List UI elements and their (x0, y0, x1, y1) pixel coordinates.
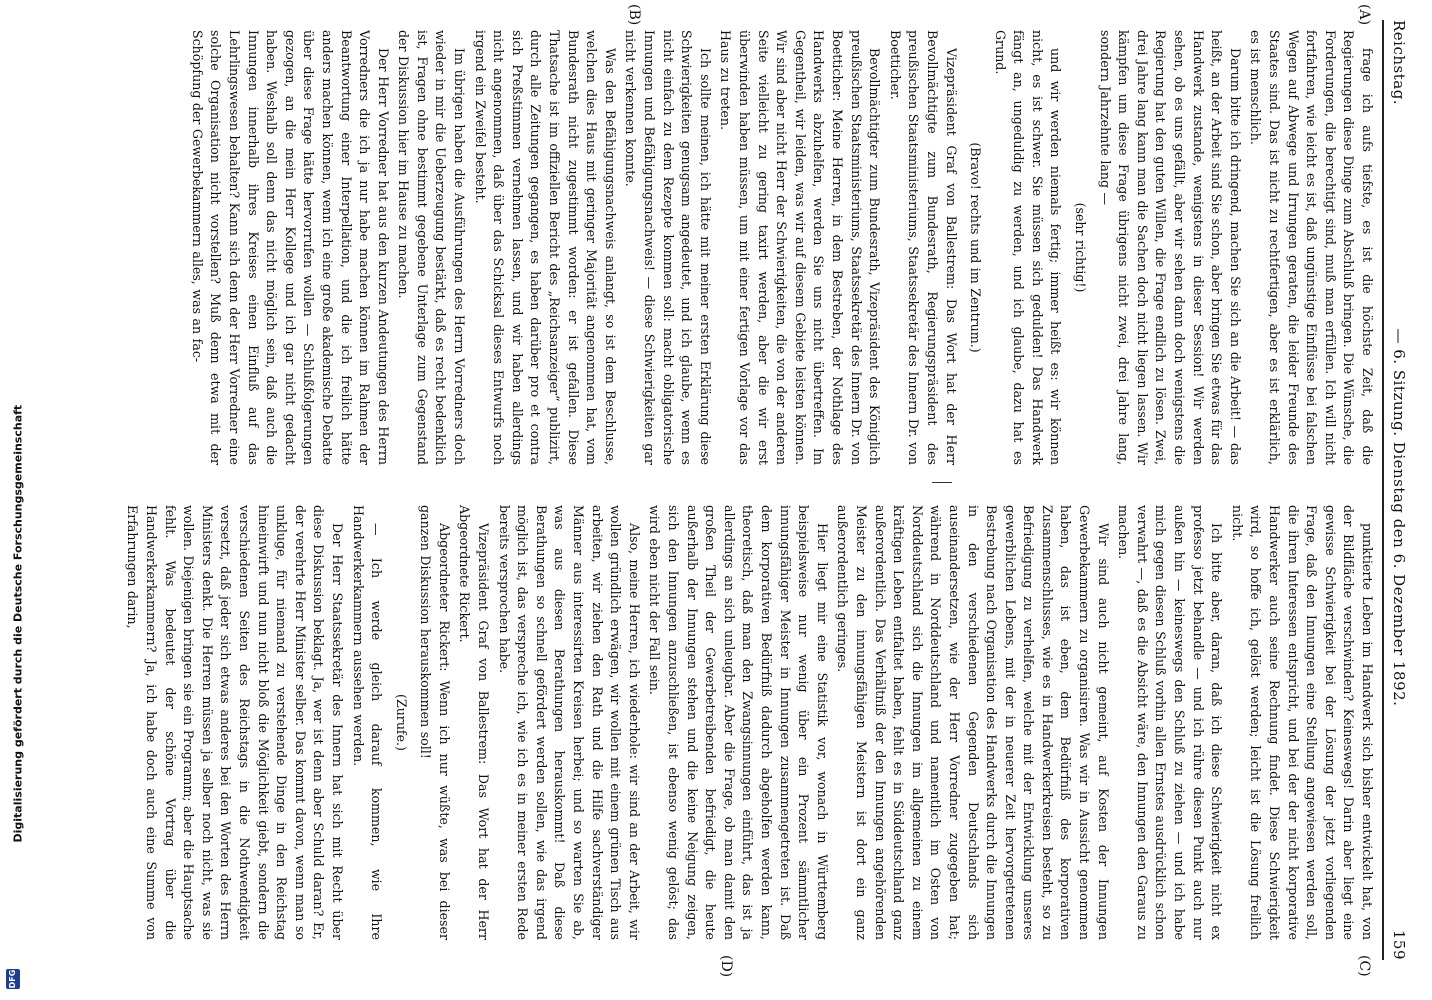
paragraph: Ich bitte aber, daran, daß ich diese Schwierigkeit nicht ex professo jetzt behandle — und ich rühre diesen Punkt auch nur außen hin — keineswegs den Schluß zu ziehen — und ich habe mich gegen diesen Schluß vorhin allen Ernstes ausdrücklich schon verwahrt —, daß es die Absicht wäre, den Innungen den Garaus zu machen. (1116, 505, 1225, 940)
speaker-paragraph: Vizepräsident Graf von Ballestrem: Das Wort hat der Herr Abgeordnete Rickert. (457, 505, 492, 940)
paragraph: Bevollmächtigter zum Bundesrath, Vizepräsident des Königlich preußischen Staatsministeriums, Staatssekretär des Innern Dr. von Boetticher: Meine Herren, in dem Bestreben, der Nothlage des Handwerks abzuhelfen, werden Sie uns nicht übertreffen. Im Gegentheil, wir leiden, was wir auf diesem Gebiete leisten können. Wir sind aber nicht Herr der Schwierigkeiten, die von der anderen Seite vielleicht zu gering taxirt werden, aber die wir erst überwinden haben müssen, um mit einer fertigen Vorlage vor das Haus zu treten. (718, 30, 883, 465)
header-center: — 6. Sitzung. Dienstag den 6. Dezember 1892. (1390, 328, 1408, 707)
paragraph: Hier liegt mir eine Statistik vor, wonach in Württemberg beispielsweise nur wenig über ein Prozent sämmtlicher innungsfähiger Meister in Innungen zusammengetreten ist. Daß dem korporativen Bedürfniß dadurch abgeholfen werden kann, theoretisch, daß man den Zwangsinnungen einführt, das ist ja allerdings an sich unleugbar. Aber die Frage, ob man damit den großen Theil der Gewerbetreibenden befriedigt, die heute außerhalb der Innungen stehen und die keine Neigung zeigen, sich den Innungen anzuschließen, ist ebenso wenig gelöst; das wird eben nicht der Fall sein. (647, 505, 830, 940)
paragraph: — Ich werde gleich darauf kommen, wie Ihre Handwerkerkammern aussehen werden. (350, 505, 385, 940)
header-rule (1382, 20, 1384, 960)
running-header (1388, 20, 1410, 960)
margin-mark-d: (D) (718, 955, 734, 978)
paragraph: Ich sollte meinen, ich hätte mit meiner ersten Erklärung diese Schwierigkeiten genugsam angedeutet, und ich glaube, wenn es nicht einfach zu dem Rezepte kommen soll: macht obligatorische Innungen und Befähigungsnachweis! — diese Schwierigkeiten gar nicht verkennen konnte. (623, 30, 713, 465)
interjection: (sehr richtig!) (1073, 202, 1089, 293)
page-number: 159 (1390, 929, 1408, 960)
right-column (31, 505, 1376, 940)
column-divider (932, 482, 952, 483)
header-left: Reichstag. (1390, 20, 1408, 106)
paragraph: Darum bitte ich dringend, machen Sie sich an die Arbeit! — das heißt, an der Arbeit sind Sie schon, aber bringen Sie etwas für das Handwerk zustande, wenigstens in dieser Session! Wir werden sehen, ob es uns gefällt, aber wir sehen dann doch wenigstens die Regierung hat den guten Willen, die Frage endlich zu lösen. Zwei, drei Jahre lang kann man die Sachen doch nicht liegen lassen. Wir kämpfen um diese Frage übrigens nicht zwei, drei Jahre lang, sondern Jahrzehnte lang — (1097, 30, 1243, 465)
digitization-credit: Digitalisierung gefördert durch die Deutsche Forschungsgemeinschaft (11, 404, 25, 843)
paragraph: und wir werden niemals fertig; immer heißt es: wir können nicht, es ist schwer. Sie müssen sich gedulden! Das Handwerk fängt an, ungeduldig zu werden, und ich glaube, dazu hat es Grund. (992, 30, 1064, 465)
margin-mark-b: (B) (626, 4, 642, 26)
paragraph: Was den Befähigungsnachweis anlangt, so ist dem Beschlusse, welchen dies Haus mit geringer Majorität angenommen hat, vom Bundesrath nicht zugestimmt worden: er ist gefallen. Diese Thatsache ist im offiziellen Bericht des „Reichsanzeiger“ publizirt, durch alle Zeitungen gegangen, es haben darüber pro et contra sich Preßstimmen vernehmen lassen, und wir haben allerdings nicht angenommen, daß über das Schicksal dieses Entwurfs noch irgend ein Zweifel besteht. (472, 30, 618, 465)
dfg-logo: DFG (6, 969, 20, 989)
paragraph: Wir sind auch nicht gemeint, auf Kosten der Innungen Gewerbekammern zu organisiren. Was wir in Aussicht genommen haben, das ist eben, dem Bedürfniß des korporativen Zusammenschlusses, wie es in Handwerkerkreisen besteht, so zu Befriedigung zu verhelfen, welche mit der Entwicklung unseres gewerblichen Lebens, mit der in neuerer Zeit hervorgetretenen Bestrebung nach Organisation des Handwerks durch die Innungen in den verschiedenen Gegenden Deutschlands sich auseinandersetzen, wie der Herr Vorredner zugegeben hat; während in Norddeutschland und namentlich im Osten von Norddeutschland sich die Innungen im allgemeinen zu einem kräftigen Leben entfaltet haben, fehlt es in Süddeutschland ganz außerordentlich. Das Verhältniß der den Innungen angehörenden Meister zu den innungsfähigen Meistern ist dort ein ganz außerordentlich geringes. (835, 505, 1111, 940)
paragraph: Der Herr Staatssekretär des Innern hat sich mit Recht über diese Diskussion beklagt. Ja, wer ist denn aber Schuld daran? Er, der verehrte Herr Minister selber. Das kommt davon, wenn man so unkluge, für niemand zu verstehende Dinge in den Reichstag hineinwirft und nun nicht bloß die Möglichkeit giebt, sondern die verschiedenen Seiten des Reichstags in die Nothwendigkeit versetzt, daß jeder sich etwas anderes bei den Worten des Herrn Ministers denkt. Die Herren müssen ja selber noch nicht, was sie wollen. Diejenigen bringen sie ein Programm; aber die Hauptsache fehlt. Was bedeutet der schöne Vortrag über die Handwerkerkammern? Ja, ich habe doch auch eine Summe von Erfahrungen darin, (125, 505, 345, 940)
paragraph: punktierte Leben im Handwerk sich bisher entwickelt hat, von der Bildfläche verschwinden? Keineswegs! Darin aber liegt eine gewisse Schwierigkeit bei der Lösung der jetzt vorliegenden Frage, daß den Innungen eine Stellung angewiesen werden soll, die ihren Interessen entspricht, und bei der der nicht korporative Handwerker auch seine Rechnung findet. Diese Schwierigkeit wird, so hoffe ich, gelöst werden; leicht ist die Lösung freilich nicht. (1229, 505, 1375, 940)
paragraph: Also, meine Herren, ich wiederhole: wir sind an der Arbeit, wir wollen gründlich erwägen, wir wollen mit einem grünen Tisch aus arbeiten, wir ziehen den Rath und die Hilfe sachverständiger Männer aus interessirten Kreisen herbei; und so warten Sie ab, was aus diesen Berathungen herauskommt! Daß diese Berathungen so schnell gefördert werden sollen, wie das irgend möglich ist, das verspreche ich, wie ich es in meiner ersten Rede bereits versprochen habe. (496, 505, 642, 940)
paragraph: Der Herr Vorredner hat aus den kurzen Andeutungen des Herrn Vorredners die ich ja nur habe machen können im Rahmen der Beantwortung einer Interpellation, und die ich freilich hätte anders machen können, wenn ich eine große akademische Debatte über diese Frage hätte hervorrufen wollen — Schlußfolgerungen gezogen, an die mein Herr Kollege und ich gar nicht gedacht haben. Weshalb soll denn das nicht möglich sein, daß auch die Innungen innerhalb ihres Kreises einen Einfluß auf das Lehrlingswesen behalten? Kann sich denn der Herr Vorredner eine solche Organisation nicht vorstellen? Muß denn etwa mit der Schöpfung der Gewerbekammern alles, was an fac- (189, 30, 391, 465)
interjection: (Bravo! rechts und im Zentrum.) (968, 142, 984, 353)
left-column (31, 30, 1376, 465)
speaker-paragraph: Vizepräsident Graf von Ballestrem: Das Wort hat der Herr Bevollmächtigte zum Bundesrath, Regierungspräsident des preußischen Staatsministeriums, Staatssekretär des Innern Dr. von Boetticher. (887, 30, 959, 465)
paragraph: frage ich aufs tiefste, es ist die höchste Zeit, daß die Regierungen diese Dinge zum Abschluß bringen. Die Wünsche, die Forderungen, die berechtigt sind, muß man erfüllen. Ich will nicht fortfahren, wie leicht es ist, daß ungünstige Einflüsse bei falschen Wegen auf Abwege und Irrungen geraten, die leider Freunde des Staates sind. Das ist nicht zu rechtfertigen, aber es ist erklärlich, es ist menschlich. (1248, 30, 1375, 465)
margin-mark-c: (C) (1356, 955, 1372, 977)
margin-mark-a: (A) (1356, 4, 1372, 26)
speaker-paragraph: Abgeordneter Rickert: Wenn ich nur wüßte, was bei dieser ganzen Diskussion herauskommen soll! (418, 505, 452, 940)
interjection: (Zurufe.) (393, 694, 409, 751)
paragraph: Im übrigen haben die Ausführungen des Herrn Vorredners doch wieder in mir die Ueberzeugung bestärkt, daß es recht bedenklich ist, Fragen ohne bestimmt gegebene Unterlage zum Gegenstand der Diskussion hier im Hause zu machen. (396, 30, 468, 465)
